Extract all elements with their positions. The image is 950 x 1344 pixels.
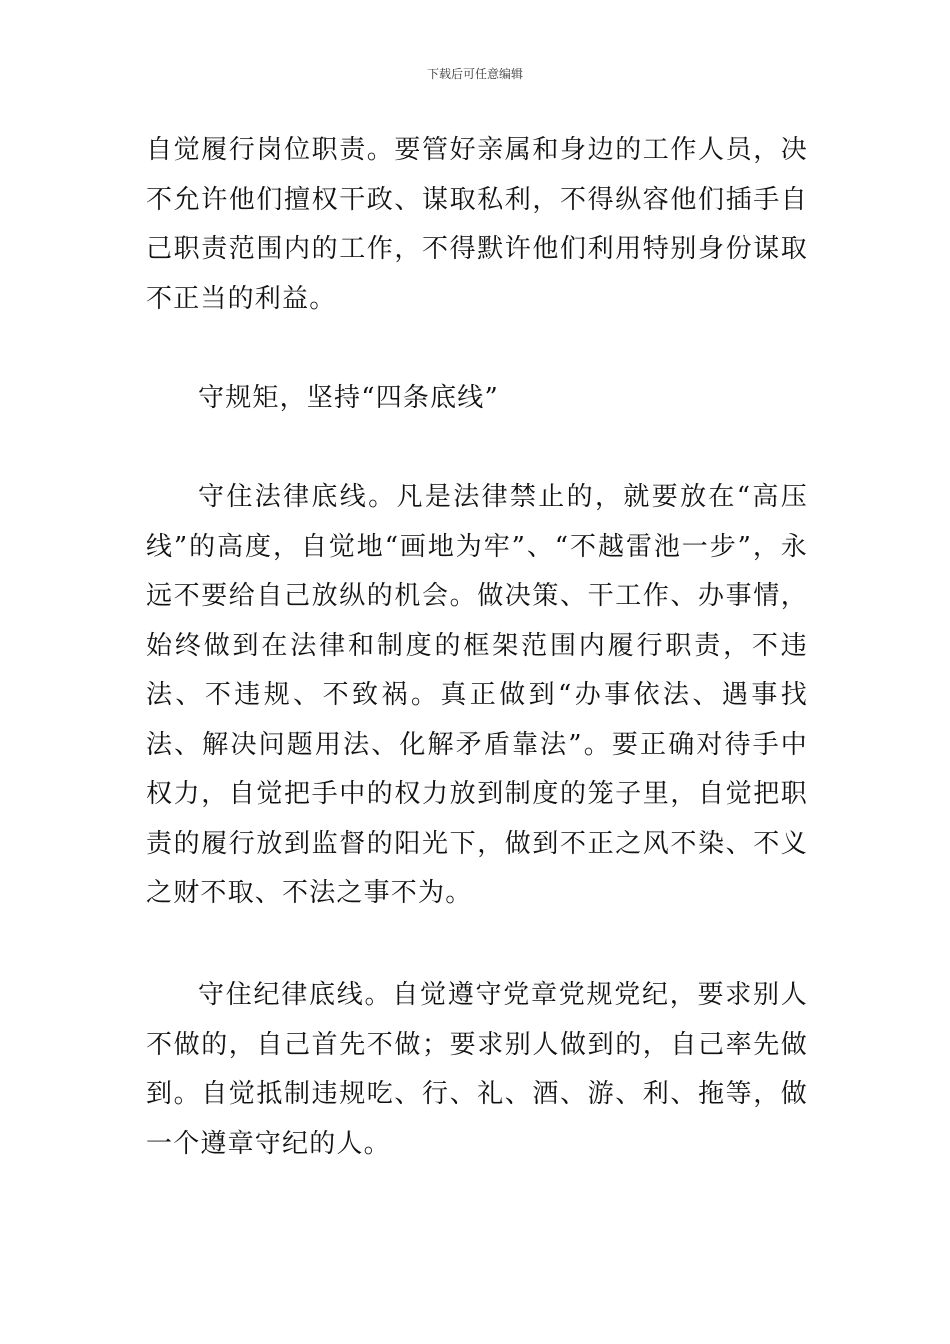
page-header-note: 下载后可任意编辑 bbox=[426, 67, 523, 81]
section-heading: 守规矩，坚持“四条底线” bbox=[198, 383, 499, 413]
paragraph-discipline-bottom-line: 守住纪律底线。自觉遵守党章党规党纪，要求别人不做的，自己首先不做；要求别人做到的，自己率先做到。自觉抵制违规吃、行、礼、酒、游、利、拖等，做一个遵章守纪的人。 bbox=[146, 980, 808, 1159]
paragraph-legal-bottom-line: 守住法律底线。凡是法律禁止的，就要放在“高压线”的高度，自觉地“画地为牢”、“不越雷池一步”，永远不要给自己放纵的机会。做决策、干工作、办事情，始终做到在法律和制度的框架范围内履行职责，不违法、不违规、不致祸。真正做到“办事依法、遇事找法、解决问题用法、化解矛盾靠法”。要正确对待手中权力，自觉把手中的权力放到制度的笼子里，自觉把职责的履行放到监督的阳光下，做到不正之风不染、不义之财不取、不法之事不为。 bbox=[146, 482, 808, 908]
paragraph-duties: 自觉履行岗位职责。要管好亲属和身边的工作人员，决不允许他们擅权干政、谋取私利，不得纵容他们插手自己职责范围内的工作，不得默许他们利用特别身份谋取不正当的利益。 bbox=[146, 135, 808, 314]
